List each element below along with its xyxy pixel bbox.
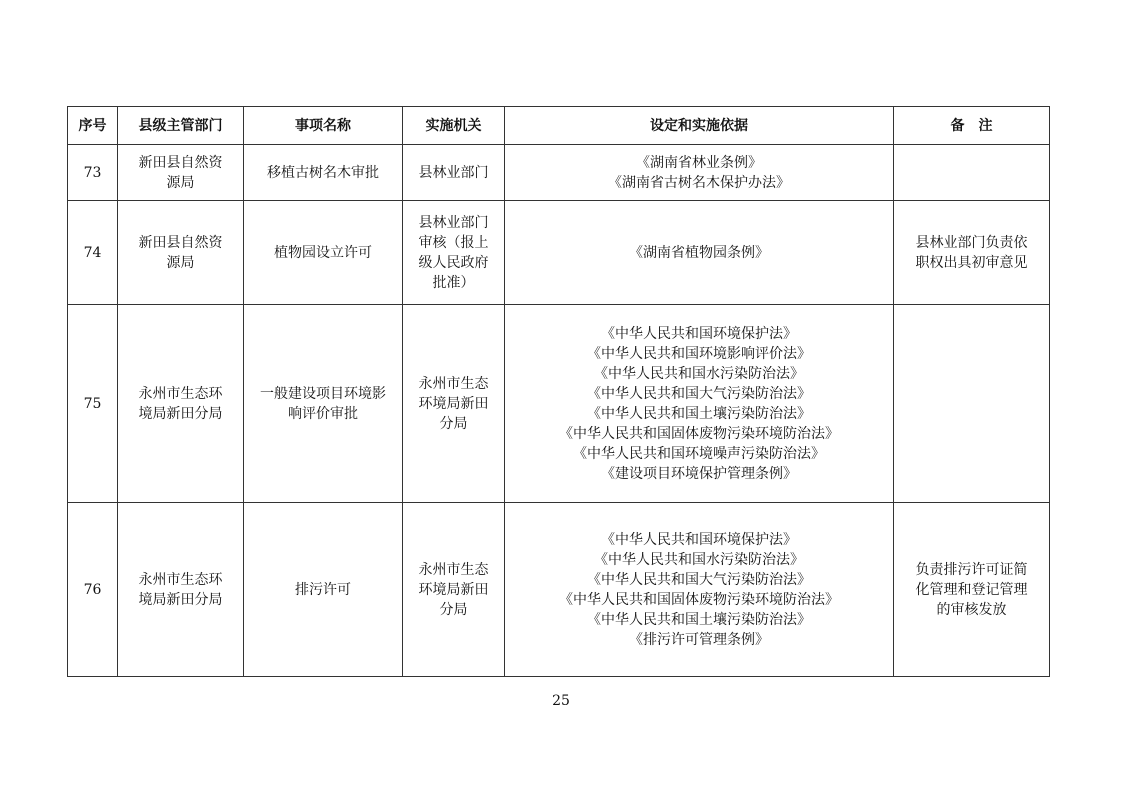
cell-agency — [403, 503, 505, 677]
cell-line: 《湖南省林业条例》 — [636, 154, 762, 171]
cell-line: 环境局新田 — [418, 395, 489, 412]
header-item-name: 事项名称 — [244, 107, 403, 145]
cell-line: 源局 — [166, 254, 195, 271]
cell-line: 分局 — [439, 601, 468, 618]
cell-legal-basis — [505, 201, 894, 305]
cell-line: 《建设项目环境保护管理条例》 — [601, 465, 797, 482]
cell-index: 74 — [68, 201, 118, 305]
cell-line: 源局 — [166, 174, 195, 191]
cell-line: 永州市生态 — [418, 561, 489, 578]
cell-line: 《中华人民共和国固体废物污染环境防治法》 — [559, 425, 839, 442]
cell-index: 75 — [68, 305, 118, 503]
cell-line: 县林业部门负责依 — [915, 234, 1028, 251]
header-remarks: 备 注 — [894, 107, 1050, 145]
cell-item-name — [244, 201, 403, 305]
permit-table — [67, 106, 1050, 677]
cell-line: 《中华人民共和国大气污染防治法》 — [587, 385, 811, 402]
cell-line: 《中华人民共和国大气污染防治法》 — [587, 571, 811, 588]
cell-item-name — [244, 305, 403, 503]
cell-department — [118, 145, 244, 201]
cell-department — [118, 503, 244, 677]
cell-line: 县林业部门 — [418, 164, 489, 181]
cell-remarks — [894, 201, 1050, 305]
cell-line: 级人民政府 — [418, 254, 489, 271]
cell-remarks — [894, 145, 1050, 201]
table-row — [68, 503, 1050, 677]
cell-line: 分局 — [439, 415, 468, 432]
cell-line: 的审核发放 — [936, 601, 1007, 618]
cell-line: 《中华人民共和国环境保护法》 — [601, 325, 797, 342]
cell-index: 76 — [68, 503, 118, 677]
cell-line: 《中华人民共和国环境影响评价法》 — [587, 345, 811, 362]
header-legal-basis: 设定和实施依据 — [505, 107, 894, 145]
cell-item-name — [244, 503, 403, 677]
cell-line: 《中华人民共和国土壤污染防治法》 — [587, 611, 811, 628]
cell-line: 境局新田分局 — [138, 405, 223, 422]
cell-agency — [403, 305, 505, 503]
cell-line: 《中华人民共和国水污染防治法》 — [594, 551, 804, 568]
cell-line: 《湖南省古树名木保护办法》 — [608, 174, 790, 191]
cell-line: 审核（报上 — [418, 234, 489, 251]
cell-line: 一般建设项目环境影 — [260, 385, 386, 402]
cell-line: 永州市生态 — [418, 375, 489, 392]
table-row — [68, 305, 1050, 503]
cell-legal-basis — [505, 305, 894, 503]
cell-line: 境局新田分局 — [138, 591, 223, 608]
cell-line: 响评价审批 — [288, 405, 358, 422]
cell-line: 植物园设立许可 — [274, 244, 372, 261]
cell-line: 《中华人民共和国土壤污染防治法》 — [587, 405, 811, 422]
cell-line: 环境局新田 — [418, 581, 489, 598]
cell-item-name — [244, 145, 403, 201]
cell-line: 化管理和登记管理 — [915, 581, 1028, 598]
cell-legal-basis — [505, 145, 894, 201]
cell-agency — [403, 145, 505, 201]
cell-line: 《中华人民共和国固体废物污染环境防治法》 — [559, 591, 839, 608]
cell-line: 职权出具初审意见 — [915, 254, 1028, 271]
cell-remarks — [894, 305, 1050, 503]
cell-department — [118, 201, 244, 305]
cell-line: 负责排污许可证简 — [915, 561, 1028, 578]
cell-line: 县林业部门 — [418, 214, 489, 231]
cell-line: 《中华人民共和国环境保护法》 — [601, 531, 797, 548]
header-department: 县级主管部门 — [118, 107, 244, 145]
cell-line: 永州市生态环 — [138, 571, 223, 588]
cell-index: 73 — [68, 145, 118, 201]
cell-line: 新田县自然资 — [138, 234, 223, 251]
cell-line: 《湖南省植物园条例》 — [629, 244, 769, 261]
cell-line: 排污许可 — [295, 581, 351, 598]
table-row — [68, 201, 1050, 305]
table-row — [68, 145, 1050, 201]
cell-line: 永州市生态环 — [138, 385, 223, 402]
cell-legal-basis — [505, 503, 894, 677]
cell-line: 《中华人民共和国环境噪声污染防治法》 — [573, 445, 825, 462]
cell-line: 《排污许可管理条例》 — [629, 631, 769, 648]
header-index: 序号 — [68, 107, 118, 145]
header-agency: 实施机关 — [403, 107, 505, 145]
cell-agency — [403, 201, 505, 305]
cell-line: 新田县自然资 — [138, 154, 223, 171]
table-header-row — [68, 107, 1050, 145]
cell-remarks — [894, 503, 1050, 677]
cell-department — [118, 305, 244, 503]
page-number: 25 — [552, 693, 570, 709]
cell-line: 移植古树名木审批 — [267, 164, 379, 181]
cell-line: 批准） — [432, 274, 475, 291]
cell-line: 《中华人民共和国水污染防治法》 — [594, 365, 804, 382]
